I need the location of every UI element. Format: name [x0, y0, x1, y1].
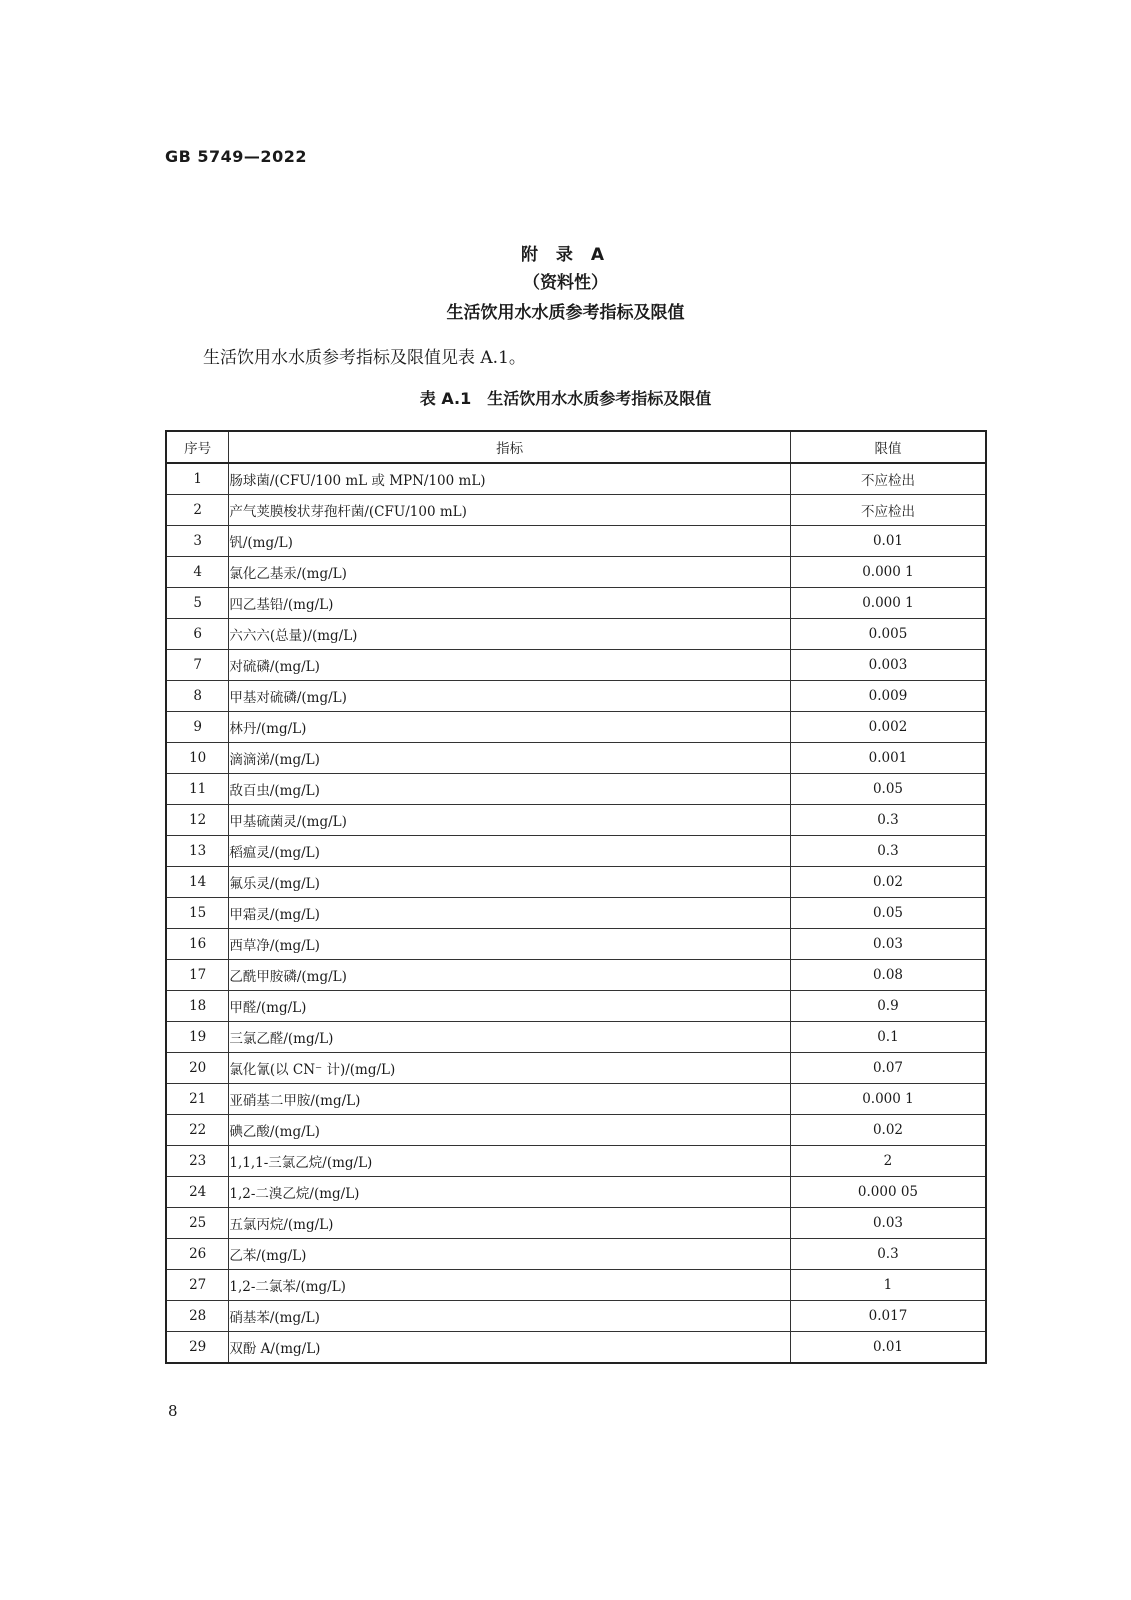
row-number: 10: [166, 743, 229, 774]
row-indicator: 1,2-二氯苯/(mg/L): [229, 1270, 791, 1301]
row-indicator: 对硫磷/(mg/L): [229, 650, 791, 681]
row-number: 28: [166, 1301, 229, 1332]
header-indicator: 指标: [229, 431, 791, 463]
table-row: [166, 463, 986, 495]
row-limit: 0.9: [790, 991, 986, 1022]
row-indicator: 甲霜灵/(mg/L): [229, 898, 791, 929]
table-row: [166, 960, 986, 991]
table-header-row: [166, 431, 986, 463]
row-indicator: 肠球菌/(CFU/100 mL 或 MPN/100 mL): [229, 463, 791, 495]
row-number: 16: [166, 929, 229, 960]
row-indicator: 西草净/(mg/L): [229, 929, 791, 960]
row-indicator: 氯化乙基汞/(mg/L): [229, 557, 791, 588]
row-number: 27: [166, 1270, 229, 1301]
row-indicator: 稻瘟灵/(mg/L): [229, 836, 791, 867]
row-limit: 0.07: [790, 1053, 986, 1084]
row-limit: 2: [790, 1146, 986, 1177]
row-number: 20: [166, 1053, 229, 1084]
table-row: [166, 557, 986, 588]
row-indicator: 乙酰甲胺磷/(mg/L): [229, 960, 791, 991]
row-limit: 0.3: [790, 1239, 986, 1270]
row-limit: 0.01: [790, 1332, 986, 1364]
row-limit: 0.3: [790, 805, 986, 836]
table-row: [166, 1208, 986, 1239]
row-indicator: 钒/(mg/L): [229, 526, 791, 557]
row-indicator: 产气荚膜梭状芽孢杆菌/(CFU/100 mL): [229, 495, 791, 526]
table-row: [166, 1022, 986, 1053]
table-row: [166, 1053, 986, 1084]
reference-indicators-table: [165, 430, 987, 1364]
table-row: [166, 836, 986, 867]
row-number: 14: [166, 867, 229, 898]
row-indicator: 亚硝基二甲胺/(mg/L): [229, 1084, 791, 1115]
header-limit: 限值: [790, 431, 986, 463]
table-row: [166, 588, 986, 619]
table-row: [166, 650, 986, 681]
row-limit: 0.3: [790, 836, 986, 867]
row-indicator: 滴滴涕/(mg/L): [229, 743, 791, 774]
row-number: 4: [166, 557, 229, 588]
row-limit: 0.000 1: [790, 588, 986, 619]
row-limit: 不应检出: [790, 495, 986, 526]
table-row: [166, 1332, 986, 1364]
table-row: [166, 712, 986, 743]
row-indicator: 碘乙酸/(mg/L): [229, 1115, 791, 1146]
table-body: [166, 463, 986, 1363]
row-number: 1: [166, 463, 229, 495]
row-number: 3: [166, 526, 229, 557]
row-number: 18: [166, 991, 229, 1022]
row-number: 2: [166, 495, 229, 526]
table-row: [166, 1239, 986, 1270]
table-row: [166, 1301, 986, 1332]
row-indicator: 1,2-二溴乙烷/(mg/L): [229, 1177, 791, 1208]
row-number: 13: [166, 836, 229, 867]
page-number: 8: [168, 1402, 178, 1420]
row-indicator: 三氯乙醛/(mg/L): [229, 1022, 791, 1053]
row-limit: 0.02: [790, 1115, 986, 1146]
row-limit: 0.1: [790, 1022, 986, 1053]
row-limit: 0.000 05: [790, 1177, 986, 1208]
table-caption: 表 A.1 生活饮用水水质参考指标及限值: [419, 389, 712, 408]
row-number: 21: [166, 1084, 229, 1115]
table-row: [166, 774, 986, 805]
row-number: 24: [166, 1177, 229, 1208]
table-row: [166, 898, 986, 929]
row-limit: 0.001: [790, 743, 986, 774]
row-limit: 0.003: [790, 650, 986, 681]
row-indicator: 乙苯/(mg/L): [229, 1239, 791, 1270]
table-row: [166, 1270, 986, 1301]
row-indicator: 林丹/(mg/L): [229, 712, 791, 743]
row-number: 23: [166, 1146, 229, 1177]
row-indicator: 硝基苯/(mg/L): [229, 1301, 791, 1332]
row-limit: 0.03: [790, 1208, 986, 1239]
intro-paragraph: 生活饮用水水质参考指标及限值见表 A.1。: [203, 348, 526, 368]
row-number: 11: [166, 774, 229, 805]
table-row: [166, 681, 986, 712]
row-limit: 0.05: [790, 774, 986, 805]
row-indicator: 双酚 A/(mg/L): [229, 1332, 791, 1364]
row-limit: 0.05: [790, 898, 986, 929]
row-number: 19: [166, 1022, 229, 1053]
table-row: [166, 1177, 986, 1208]
row-indicator: 甲醛/(mg/L): [229, 991, 791, 1022]
row-number: 17: [166, 960, 229, 991]
row-limit: 不应检出: [790, 463, 986, 495]
row-number: 7: [166, 650, 229, 681]
row-number: 8: [166, 681, 229, 712]
row-indicator: 五氯丙烷/(mg/L): [229, 1208, 791, 1239]
row-indicator: 敌百虫/(mg/L): [229, 774, 791, 805]
row-indicator: 甲基硫菌灵/(mg/L): [229, 805, 791, 836]
row-number: 26: [166, 1239, 229, 1270]
annex-type: （资料性）: [523, 273, 608, 293]
row-indicator: 氟乐灵/(mg/L): [229, 867, 791, 898]
standard-code: GB 5749—2022: [165, 147, 307, 166]
row-number: 22: [166, 1115, 229, 1146]
row-number: 9: [166, 712, 229, 743]
row-number: 29: [166, 1332, 229, 1364]
table-row: [166, 1146, 986, 1177]
row-indicator: 1,1,1-三氯乙烷/(mg/L): [229, 1146, 791, 1177]
row-limit: 0.009: [790, 681, 986, 712]
row-indicator: 甲基对硫磷/(mg/L): [229, 681, 791, 712]
table-row: [166, 743, 986, 774]
header-no: 序号: [166, 431, 229, 463]
table-row: [166, 1084, 986, 1115]
row-limit: 0.01: [790, 526, 986, 557]
row-limit: 0.000 1: [790, 557, 986, 588]
table-row: [166, 526, 986, 557]
table-row: [166, 867, 986, 898]
row-limit: 0.017: [790, 1301, 986, 1332]
row-limit: 0.000 1: [790, 1084, 986, 1115]
row-limit: 1: [790, 1270, 986, 1301]
row-limit: 0.08: [790, 960, 986, 991]
row-indicator: 四乙基铅/(mg/L): [229, 588, 791, 619]
row-limit: 0.005: [790, 619, 986, 650]
table-row: [166, 805, 986, 836]
row-number: 25: [166, 1208, 229, 1239]
table-row: [166, 1115, 986, 1146]
row-limit: 0.002: [790, 712, 986, 743]
row-indicator: 氯化氰(以 CN⁻ 计)/(mg/L): [229, 1053, 791, 1084]
annex-label: 附 录 A: [521, 245, 610, 265]
row-number: 6: [166, 619, 229, 650]
row-number: 12: [166, 805, 229, 836]
row-limit: 0.03: [790, 929, 986, 960]
row-number: 15: [166, 898, 229, 929]
row-number: 5: [166, 588, 229, 619]
annex-title: 生活饮用水水质参考指标及限值: [446, 303, 685, 323]
table-row: [166, 929, 986, 960]
table-row: [166, 495, 986, 526]
table-row: [166, 619, 986, 650]
table-row: [166, 991, 986, 1022]
row-limit: 0.02: [790, 867, 986, 898]
row-indicator: 六六六(总量)/(mg/L): [229, 619, 791, 650]
